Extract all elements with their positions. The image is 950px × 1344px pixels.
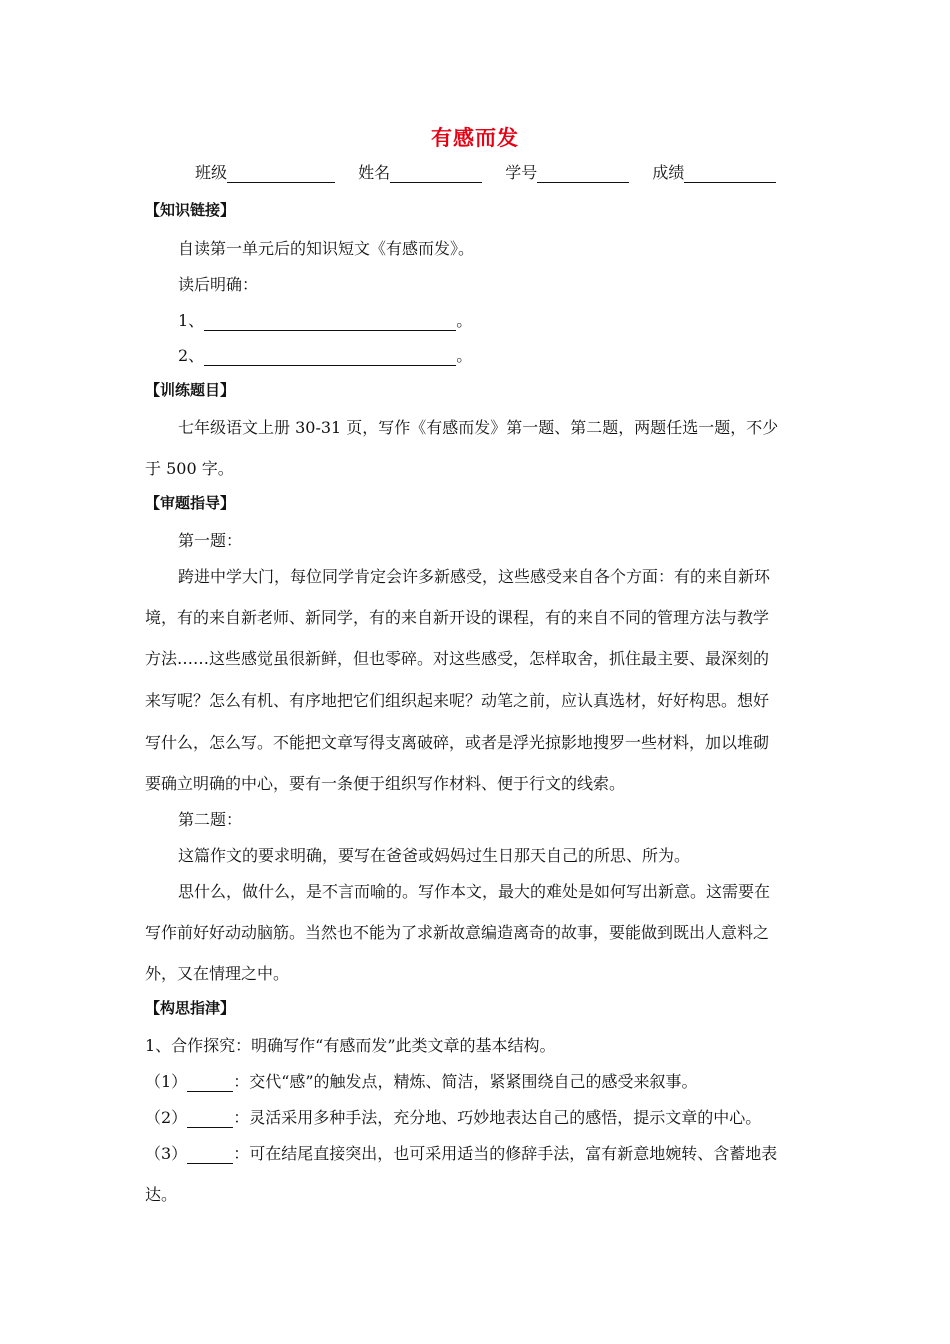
training-heading: 【训练题目】	[145, 381, 236, 399]
score-label: 成绩	[652, 163, 685, 182]
score-field	[652, 160, 776, 183]
structure-heading: 【构思指津】	[145, 999, 236, 1017]
student-id-label: 学号	[505, 163, 538, 182]
document-title: 有感而发	[431, 126, 519, 150]
question-1-label: 第一题：	[178, 531, 243, 550]
structure-item-3-text: ：可在结尾直接突出，也可采用适当的修辞手法，富有新意地婉转、含蓄地表	[233, 1144, 778, 1163]
question-2-requirement: 这篇作文的要求明确，要写在爸爸或妈妈过生日那天自己的所思、所为。	[178, 846, 691, 865]
training-line-2: 于 500 字。	[145, 459, 234, 478]
class-label: 班级	[195, 163, 228, 182]
structure-item-2-text: ：灵活采用多种手法，充分地、巧妙地表达自己的感悟，提示文章的中心。	[233, 1108, 762, 1127]
guidance-heading: 【审题指导】	[145, 494, 236, 512]
structure-item-2	[145, 1105, 761, 1128]
structure-item-2-blank[interactable]	[187, 1111, 233, 1128]
structure-item-3-number: （3）	[145, 1144, 188, 1163]
class-blank[interactable]	[227, 165, 335, 183]
knowledge-item-2-blank[interactable]	[204, 348, 456, 366]
structure-item-1-text: ：交代“感”的触发点，精炼、简洁，紧紧围绕自己的感受来叙事。	[233, 1072, 698, 1091]
structure-item-3-blank[interactable]	[187, 1147, 233, 1164]
name-blank[interactable]	[390, 165, 482, 183]
structure-item-2-number: （2）	[145, 1108, 188, 1127]
knowledge-item-1-blank[interactable]	[204, 313, 456, 331]
name-field	[358, 160, 482, 183]
score-blank[interactable]	[684, 165, 776, 183]
question-1-line: 跨进中学大门，每位同学肯定会许多新感受，这些感受来自各个方面：有的来自新环	[178, 567, 771, 586]
question-1-line: 方法……这些感觉虽很新鲜，但也零碎。对这些感受，怎样取舍，抓住最主要、最深刻的	[145, 649, 770, 668]
question-2-line: 思什么，做什么，是不言而喻的。写作本文，最大的难处是如何写出新意。这需要在	[178, 882, 771, 901]
knowledge-item-2-number: 2、	[178, 346, 205, 365]
question-1-line: 境，有的来自新老师、新同学，有的来自新开设的课程，有的来自不同的管理方法与教学	[145, 608, 770, 627]
knowledge-item-1-number: 1、	[178, 311, 205, 330]
question-1-line: 来写呢？怎么有机、有序地把它们组织起来呢？动笔之前，应认真选材，好好构思。想好	[145, 691, 770, 710]
question-1-line: 要确立明确的中心，要有一条便于组织写作材料、便于行文的线索。	[145, 774, 626, 793]
knowledge-item-2-end: 。	[456, 346, 473, 365]
structure-item-1	[145, 1069, 698, 1092]
name-label: 姓名	[358, 163, 391, 182]
structure-intro: 1、合作探究：明确写作“有感而发”此类文章的基本结构。	[145, 1036, 556, 1055]
question-2-line: 外，又在情理之中。	[145, 964, 290, 983]
knowledge-line-1: 自读第一单元后的知识短文《有感而发》。	[178, 239, 475, 258]
student-id-field	[505, 160, 629, 183]
structure-item-1-number: （1）	[145, 1072, 188, 1091]
training-line-1: 七年级语文上册 30-31 页，写作《有感而发》第一题、第二题，两题任选一题，不少	[178, 418, 779, 437]
knowledge-item-2	[178, 343, 472, 366]
knowledge-item-1-end: 。	[456, 311, 473, 330]
class-field	[195, 160, 335, 183]
question-1-line: 写什么，怎么写。不能把文章写得支离破碎，或者是浮光掠影地搜罗一些材料，加以堆砌	[145, 733, 770, 752]
question-2-label: 第二题：	[178, 810, 243, 829]
knowledge-line-2: 读后明确：	[178, 275, 259, 294]
structure-item-1-blank[interactable]	[187, 1075, 233, 1092]
structure-item-3	[145, 1141, 777, 1164]
knowledge-heading: 【知识链接】	[145, 201, 236, 219]
question-2-line: 写作前好好动动脑筋。当然也不能为了求新故意编造离奇的故事，要能做到既出人意料之	[145, 923, 770, 942]
knowledge-item-1	[178, 308, 472, 331]
structure-item-3-continuation: 达。	[145, 1185, 178, 1204]
student-info-row	[195, 160, 794, 183]
student-id-blank[interactable]	[537, 165, 629, 183]
